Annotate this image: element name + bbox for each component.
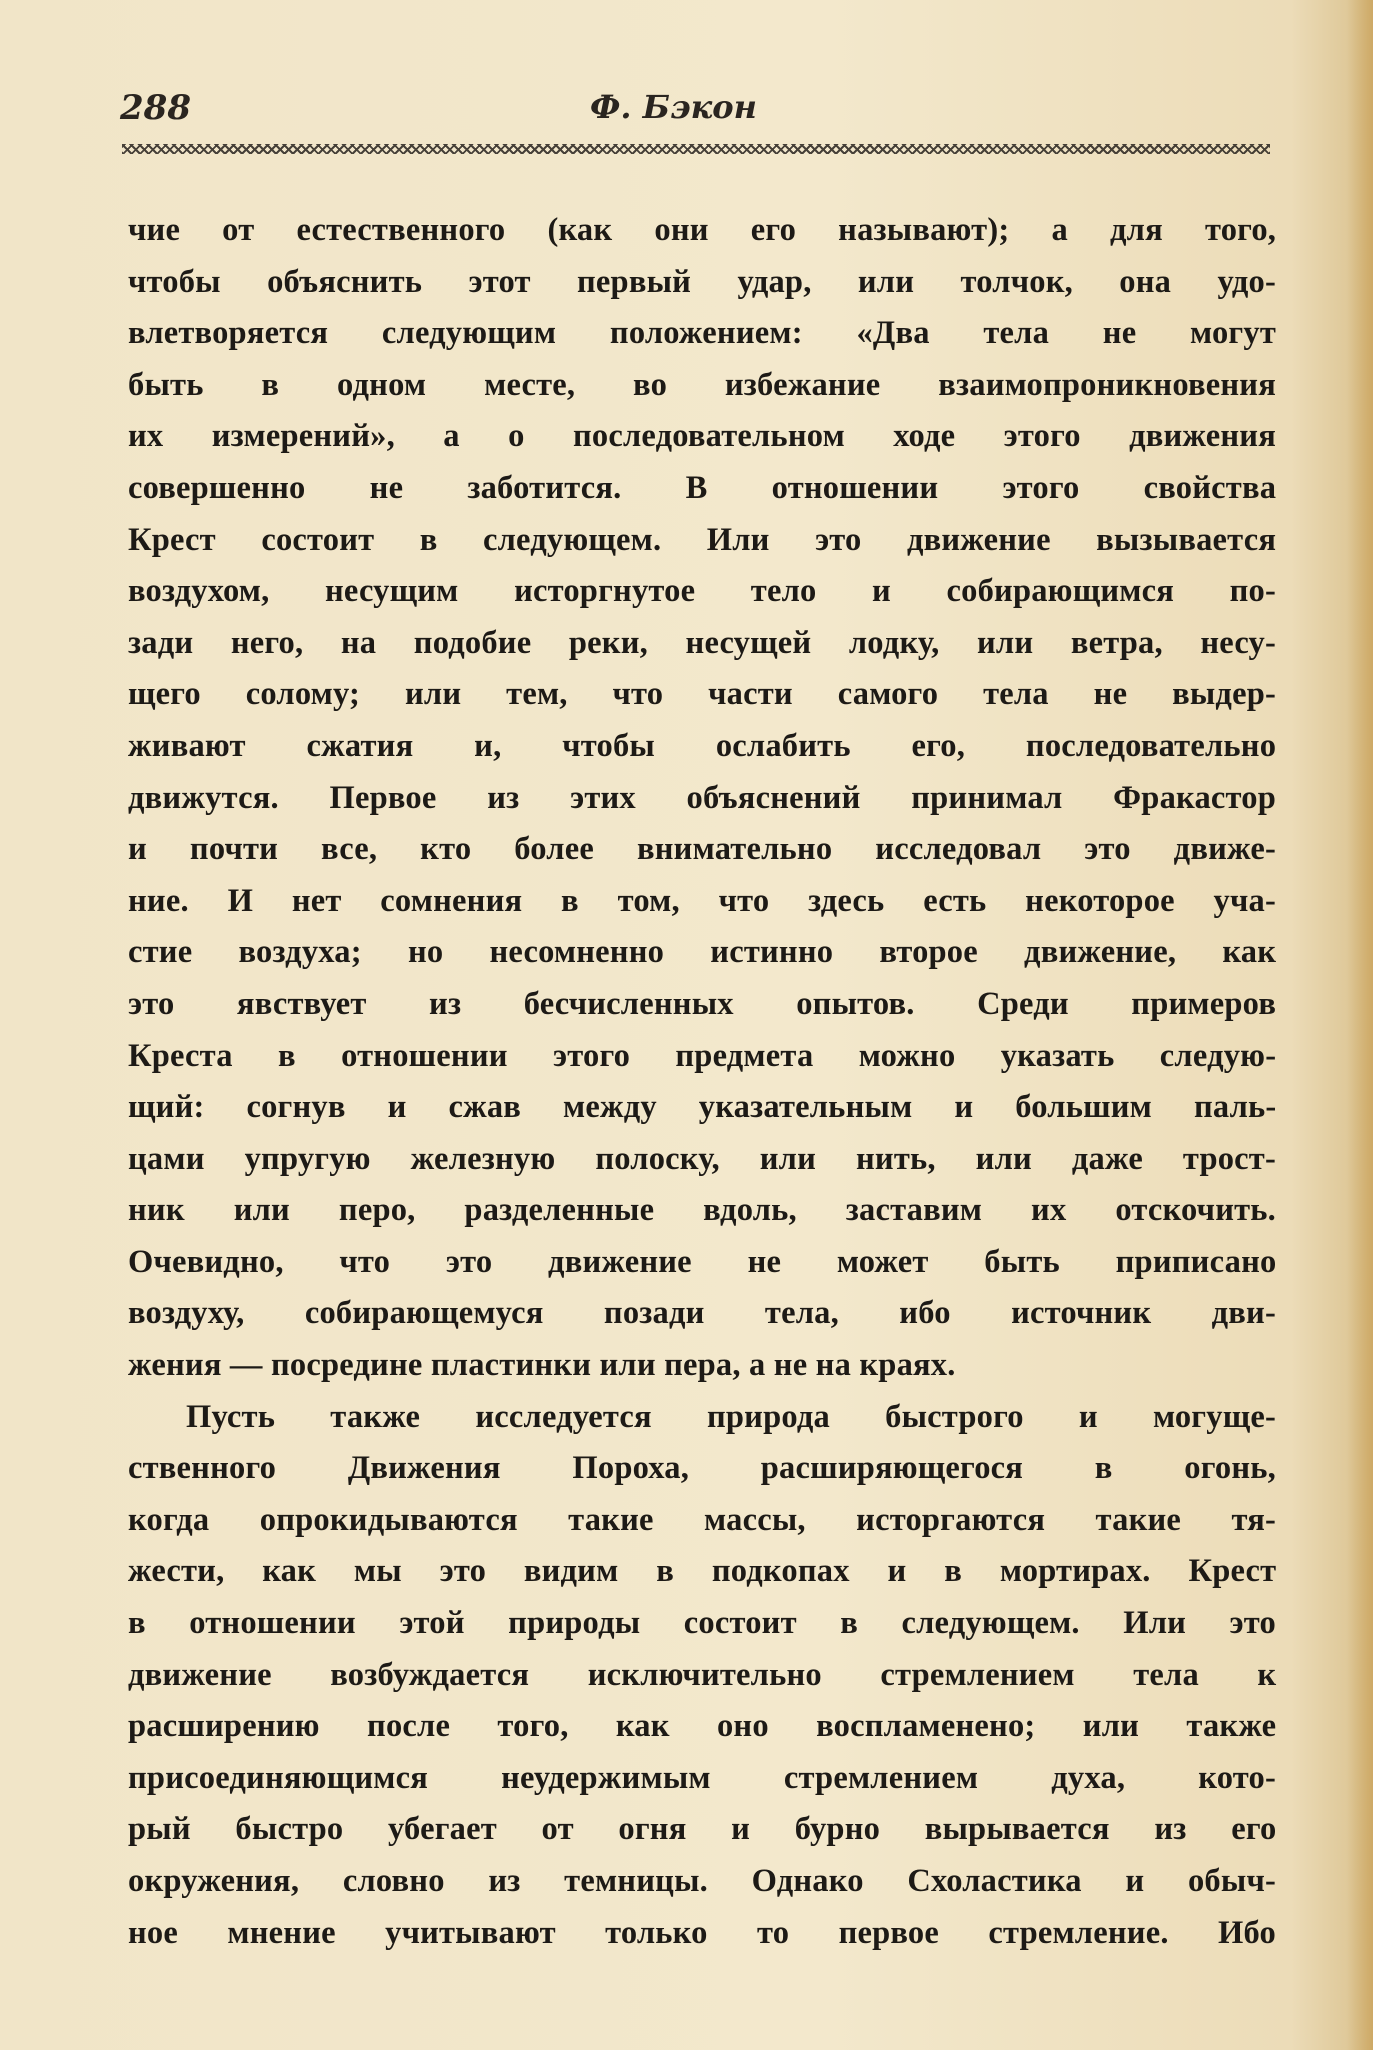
text-line: их измерений», а о последовательном ходе этого движения <box>128 418 1276 455</box>
text-line: влетворяется следующим положением: «Два тела не могут <box>128 315 1276 352</box>
page-edge-shadow <box>1347 0 1373 2050</box>
text-line: рый быстро убегает от огня и бурно вырывается из его <box>128 1811 1277 1848</box>
text-line: воздухом, несущим исторгнутое тело и собирающимся по- <box>128 573 1276 610</box>
text-line: ник или перо, разделенные вдоль, заставим их отскочить. <box>128 1192 1276 1229</box>
running-title: Ф. Бэкон <box>590 88 757 126</box>
text-line: щего солому; или тем, что части самого тела не выдер- <box>128 676 1276 713</box>
text-line: Очевидно, что это движение не может быть приписано <box>128 1243 1277 1280</box>
text-line: цами упругую железную полоску, или нить, или даже трост- <box>128 1140 1276 1177</box>
text-line: Крест состоит в следующем. Или это движение вызывается <box>128 521 1277 558</box>
text-line: чтобы объяснить этот первый удар, или толчок, она удо- <box>128 263 1276 300</box>
text-line: расширению после того, как оно воспламенено; или также <box>128 1708 1277 1745</box>
text-line: в отношении этой природы состоит в следующем. Или это <box>128 1605 1276 1642</box>
decorative-rule <box>122 144 1270 154</box>
text-line: стие воздуха; но несомненно истинно второе движение, как <box>128 934 1277 971</box>
text-line: жести, как мы это видим в подкопах и в мортирах. Крест <box>128 1553 1277 1590</box>
text-line: окружения, словно из темницы. Однако Схоластика и обыч- <box>128 1863 1276 1899</box>
text-line: движутся. Первое из этих объяснений принимал Фракастор <box>128 779 1276 816</box>
text-line: зади него, на подобие реки, несущей лодку, или ветра, несу- <box>128 624 1276 661</box>
text-line: Креста в отношении этого предмета можно указать следую- <box>128 1037 1277 1074</box>
text-line: совершенно не заботится. В отношении этого свойства <box>128 469 1277 506</box>
paragraph-start-line: Пусть также исследуется природа быстрого и могуще- <box>186 1398 1276 1435</box>
text-line: щий: согнув и сжав между указательным и большим паль- <box>128 1089 1277 1126</box>
text-line: живают сжатия и, чтобы ослабить его, последовательно <box>128 727 1277 764</box>
page-header <box>120 88 1270 138</box>
text-line: быть в одном месте, во избежание взаимопроникновения <box>128 366 1276 403</box>
text-line: ственного Движения Пороха, расширяющегося в огонь, <box>128 1450 1276 1487</box>
text-line: это явствует из бесчисленных опытов. Среди примеров <box>128 985 1277 1022</box>
text-line: ние. И нет сомнения в том, что здесь есть некоторое уча- <box>128 882 1276 919</box>
text-line: когда опрокидываются такие массы, исторгаются такие тя- <box>128 1501 1276 1538</box>
text-line: воздуху, собирающемуся позади тела, ибо источник дви- <box>128 1295 1276 1332</box>
text-line: движение возбуждается исключительно стремлением тела к <box>128 1656 1277 1693</box>
text-line: ное мнение учитывают только то первое стремление. Ибо <box>128 1914 1276 1951</box>
text-line: и почти все, кто более внимательно исследовал это движе- <box>128 831 1276 868</box>
paragraph-end-line: жения — посредине пластинки или пера, а не на краях. <box>128 1347 956 1384</box>
text-line: чие от естественного (как они его называют); а для того, <box>128 212 1277 248</box>
text-line: присоединяющимся неудержимым стремлением духа, кото- <box>128 1759 1276 1796</box>
page-number: 288 <box>120 88 191 128</box>
body-text <box>128 205 1276 1959</box>
